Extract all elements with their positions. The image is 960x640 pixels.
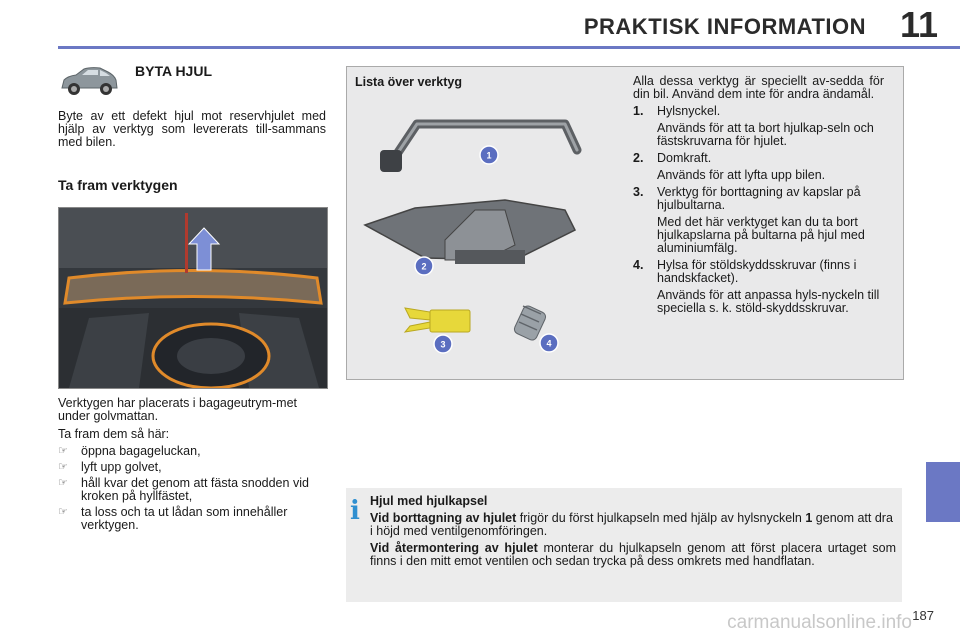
tool-desc: Med det här verktyget kan du ta bort hjulkapslarna på bultarna på hjul med aluminiumfälg.: [657, 215, 865, 255]
info-content: [370, 494, 896, 568]
list-item: ☞ öppna bagageluckan,: [58, 444, 201, 458]
list-item: ☞ ta loss och ta ut lådan som innehåller verktygen.: [58, 505, 288, 532]
list-item: ☞ lyft upp golvet,: [58, 460, 162, 474]
tool-item: 3. Verktyg för borttagning av kapslar på hjulbultarna.: [633, 185, 861, 212]
svg-text:1: 1: [486, 150, 492, 161]
info-paragraph-1: Vid borttagning av hjulet frigör du först hjulkapseln med hjälp av hylsnyckeln 1 genom att dra i höjd med ventilgenomföringen.: [370, 511, 893, 538]
tool-item: 1. Hylsnyckel.: [633, 104, 721, 118]
wheel-wrench-icon: [380, 124, 577, 172]
chapter-number: 11: [899, 4, 938, 45]
svg-text:3: 3: [440, 339, 446, 350]
tool-desc: Används för att lyfta upp bilen.: [657, 168, 826, 182]
trunk-photo: [58, 207, 328, 389]
info-title: Hjul med hjulkapsel: [370, 494, 488, 508]
hub-cap-tool-icon: [405, 308, 470, 332]
body-text-2: Ta fram dem så här:: [58, 427, 170, 441]
intro-text: Byte av ett defekt hjul mot reservhjulet med hjälp av verktyg som levererats till-sammans med bilen.: [58, 109, 326, 149]
tool-item: 4. Hylsa för stöldskyddsskruvar (finns i handskfacket).: [633, 258, 857, 285]
tool-desc: Används för att anpassa hyls-nyckeln till speciella s. k. stöld-skyddsskruvar.: [657, 288, 880, 315]
chapter-tab: [926, 462, 960, 522]
info-icon: i: [350, 496, 360, 526]
chapter-title: PRAKTISK INFORMATION: [583, 14, 866, 39]
pointing-hand-icon: ☞: [58, 506, 68, 518]
info-paragraph-2: Vid återmontering av hjulet monterar du hjulkapseln genom att först placera urtaget som finns i den mitt emot ventilen och sedan trycka på dess omkrets med handflatan.: [370, 541, 896, 568]
pointing-hand-icon: ☞: [58, 477, 68, 489]
badge-2: [415, 257, 433, 275]
pointing-hand-icon: ☞: [58, 445, 68, 457]
tools-illustration: [355, 100, 605, 370]
badge-1: [480, 146, 498, 164]
watermark: carmanualsonline.info: [727, 612, 912, 633]
pointing-hand-icon: ☞: [58, 461, 68, 473]
car-icon: [58, 64, 120, 98]
tools-description: [633, 75, 884, 319]
tool-item: 2. Domkraft.: [633, 151, 712, 165]
body-text-1: Verktygen har placerats i bagageutrym-met under golvmattan.: [58, 396, 298, 423]
svg-text:2: 2: [421, 261, 427, 272]
tools-title: Lista över verktyg: [355, 75, 462, 89]
steps-list: [58, 445, 326, 535]
section-heading: BYTA HJUL: [135, 63, 212, 79]
list-item: ☞ håll kvar det genom att fästa snodden vid kroken på hyllfästet,: [58, 476, 309, 503]
subheading: Ta fram verktygen: [58, 177, 178, 193]
tools-intro: Alla dessa verktyg är speciellt av-sedda för din bil. Använd dem inte för andra ändamål.: [633, 74, 884, 101]
car-jack-icon: [365, 200, 575, 264]
badge-4: [540, 334, 558, 352]
page-number: 187: [912, 608, 934, 623]
header-rule: [58, 46, 960, 49]
svg-text:4: 4: [546, 338, 552, 349]
anti-theft-socket-icon: [513, 304, 547, 341]
badge-3: [434, 335, 452, 353]
tool-desc: Används för att ta bort hjulkap-seln och fästskruvarna för hjulet.: [657, 121, 874, 148]
tools-list: [633, 105, 884, 315]
